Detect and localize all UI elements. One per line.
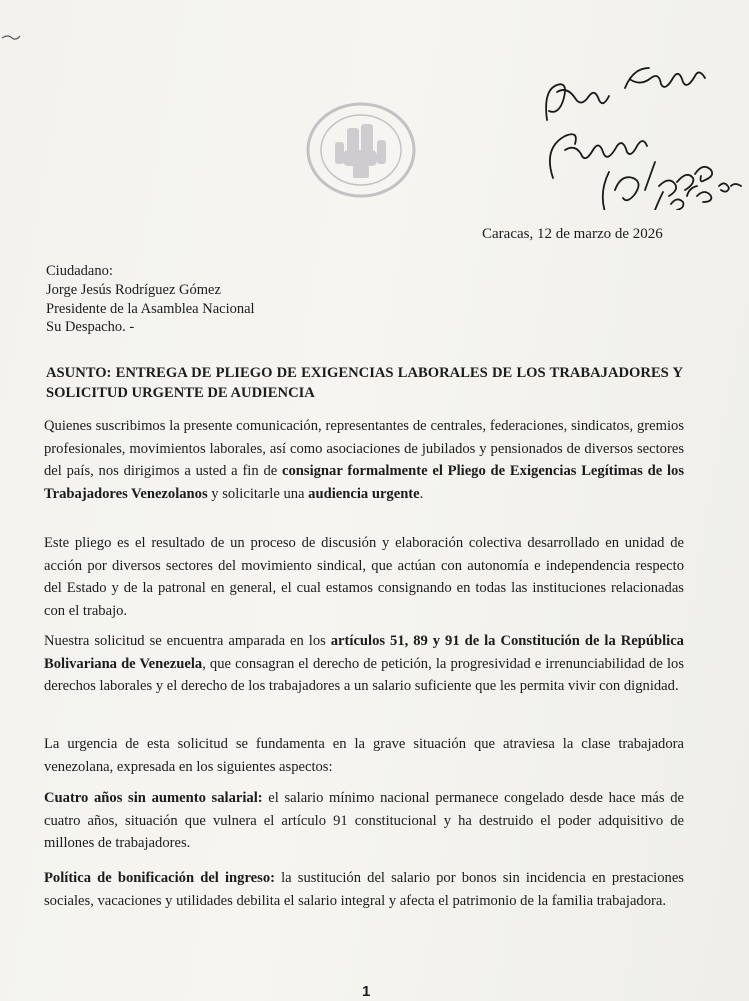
recipient-salutation: Ciudadano: xyxy=(46,263,113,279)
paragraph-emphasis: artículos 51, 89 y 91 de la Constitución de la República Bolivariana de Venezuela xyxy=(44,633,684,672)
page-number: 1 xyxy=(362,983,371,1000)
recipient-title: Presidente de la Asamblea Nacional xyxy=(46,300,255,317)
paragraph-bonus-policy xyxy=(44,867,684,912)
recipient-block xyxy=(46,262,255,337)
date-line: Caracas, 12 de marzo de 2026 xyxy=(482,226,663,242)
paragraph-text: , que consagran el derecho de petición, la progresividad e irrenunciabilidad de los derechos laborales y el derecho de los trabajadores a un salario suficiente que les permita vivir con dignidad. xyxy=(44,655,684,695)
subject-line: ASUNTO: ENTREGA DE PLIEGO DE EXIGENCIAS LABORALES DE LOS TRABAJADORES Y SOLICITUD URGENTE DE AUDIENCIA xyxy=(46,365,683,401)
paragraph-origin: Este pliego es el resultado de un proceso de discusión y elaboración colectiva desarrollado en unidad de acción por diversos sectores del movimiento sindical, que actúan con autonomía e independencia respecto del Estado y de la patronal en general, el cual estamos consignando en todas las instituciones relacionadas con el trabajo. xyxy=(44,535,684,619)
recipient-office: Su Despacho. - xyxy=(46,319,135,336)
paragraph-emphasis: consignar formalmente el Pliego de Exigencias Legítimas de los Trabajadores Venezolanos xyxy=(44,463,685,502)
signature-icon xyxy=(535,40,745,210)
recipient-name: Jorge Jesús Rodríguez Gómez xyxy=(46,281,221,298)
paragraph-text: . xyxy=(419,485,424,502)
paragraph-no-raise xyxy=(44,787,684,855)
paragraph-intro xyxy=(44,415,684,505)
paragraph-text: la sustitución del salario por bonos sin incidencia en prestaciones sociales, vacaciones y utilidades debilita el salario integral y afecta el patrimonio de la familia trabajadora. xyxy=(44,870,684,909)
paragraph-urgency: La urgencia de esta solicitud se fundamenta en la grave situación que atraviesa la clase trabajadora venezolana, expresada en los siguientes aspectos: xyxy=(44,736,684,775)
paragraph-text: Nuestra solicitud se encuentra amparada en los xyxy=(44,633,331,649)
paragraph-text: Quienes suscribimos la presente comunicación, representantes de centrales, federaciones, sindicatos, gremios profesionales, movimientos laborales, así como asociaciones de jubilados y pensionados de diversos sectores del país, nos dirigimos a usted a fin de xyxy=(44,418,684,480)
paragraph-emphasis: Política de bonificación del ingreso: xyxy=(44,870,275,886)
pen-mark-icon xyxy=(0,30,30,42)
paragraph-text: y solicitarle una xyxy=(207,485,309,502)
paragraph-emphasis: Cuatro años sin aumento salarial: xyxy=(44,790,263,806)
union-seal-icon xyxy=(305,100,417,200)
paragraph-text: el salario mínimo nacional permanece congelado desde hace más de cuatro años, situación que vulnera el artículo 91 constitucional y ha destruido el poder adquisitivo de millones de trabajadores. xyxy=(44,790,684,852)
paragraph-emphasis: audiencia urgente xyxy=(308,485,420,502)
paragraph-legal-basis xyxy=(44,630,684,698)
